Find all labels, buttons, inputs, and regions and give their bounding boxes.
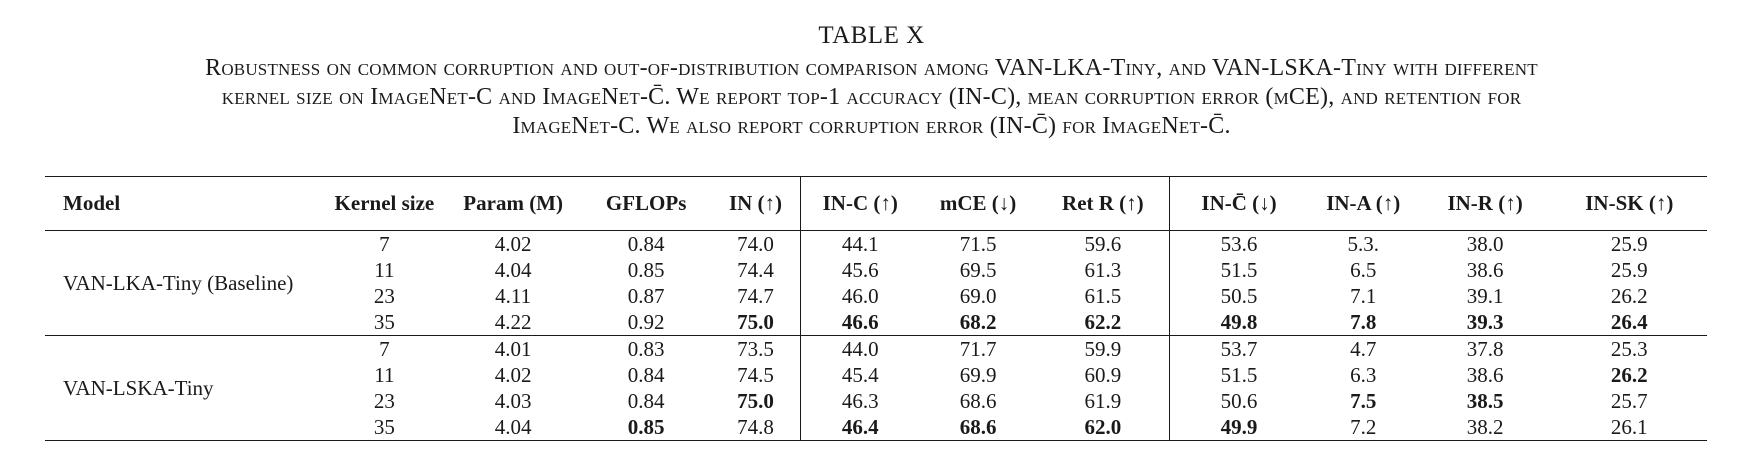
table-cell: 73.5 <box>737 337 774 361</box>
caption-line: Robustness on common corruption and out-of-distribution comparison among VAN-LKA-Tiny, and VAN-LSKA-Tiny with different <box>205 55 1538 81</box>
table-cell: 23 <box>373 284 395 308</box>
table-cell: 69.9 <box>959 363 997 387</box>
table-cell: 0.84 <box>627 363 665 387</box>
table-cell: 11 <box>374 363 395 387</box>
table-cell: 7 <box>379 337 390 361</box>
table-cell: 71.5 <box>959 232 997 256</box>
table-cell: 0.87 <box>627 284 665 308</box>
table-cell: 75.0 <box>711 309 800 336</box>
results-table-container <box>45 176 1707 441</box>
table-cell: 11 <box>374 258 395 282</box>
table-cell: 53.7 <box>1170 336 1308 363</box>
table-cell: 59.6 <box>1084 232 1122 256</box>
table-cell: 45.6 <box>800 257 919 283</box>
table-cell: 4.7 <box>1350 337 1377 361</box>
table-cell: 4.22 <box>445 309 581 336</box>
header-in-c: IN-C (↑) <box>800 177 919 231</box>
table-cell: 75.0 <box>737 389 774 413</box>
table-cell: 6.3 <box>1350 363 1377 387</box>
table-cell: 68.6 <box>920 414 1037 441</box>
table-cell: 0.84 <box>627 232 665 256</box>
table-cell: 7.2 <box>1308 414 1419 441</box>
table-cell: 4.03 <box>494 389 532 413</box>
table-cell: 6.5 <box>1350 258 1377 282</box>
table-cell: 4.11 <box>495 284 532 308</box>
table-cell: 61.9 <box>1084 389 1122 413</box>
table-cell: 53.6 <box>1170 231 1308 258</box>
header-row <box>45 177 1707 231</box>
table-cell: 74.8 <box>711 414 800 441</box>
table-cell: 59.9 <box>1084 337 1122 361</box>
table-cell: 61.3 <box>1084 258 1122 282</box>
table-cell: 23 <box>373 389 395 413</box>
table-cell: 74.0 <box>737 232 774 256</box>
table-caption <box>0 54 1743 141</box>
header-param: Param (M) <box>445 177 581 231</box>
table-cell: 44.1 <box>800 231 919 258</box>
table-cell: 69.0 <box>959 284 997 308</box>
table-cell: 38.0 <box>1466 232 1504 256</box>
table-cell: 38.6 <box>1466 258 1504 282</box>
table-cell: 4.02 <box>494 232 532 256</box>
table-number: TABLE X <box>818 22 925 49</box>
table-cell: 26.2 <box>1610 363 1648 387</box>
table-cell: 7.5 <box>1350 389 1377 413</box>
table-cell: 49.9 <box>1170 414 1308 441</box>
table-cell: 4.01 <box>494 337 532 361</box>
table-cell: 62.0 <box>1037 414 1170 441</box>
table-cell: 51.5 <box>1170 257 1308 283</box>
table-cell: 38.5 <box>1466 389 1504 413</box>
table-cell: 61.5 <box>1084 284 1122 308</box>
table-cell: 46.4 <box>800 414 919 441</box>
header-in: IN (↑) <box>711 177 800 231</box>
table-cell: 46.6 <box>800 309 919 336</box>
table-cell: 39.1 <box>1466 284 1504 308</box>
table-cell: 74.7 <box>737 284 774 308</box>
results-table <box>45 176 1707 441</box>
table-cell: 50.6 <box>1170 388 1308 414</box>
table-cell: 71.7 <box>959 337 997 361</box>
table-cell: 26.2 <box>1610 284 1648 308</box>
header-mce: mCE (↓) <box>920 177 1037 231</box>
table-body <box>45 231 1707 441</box>
table-cell: 0.85 <box>627 258 665 282</box>
header-gflops: GFLOPs <box>581 177 711 231</box>
table-cell: 62.2 <box>1037 309 1170 336</box>
table-cell: 25.7 <box>1610 389 1648 413</box>
table-cell: 25.9 <box>1610 232 1648 256</box>
table-cell: 0.83 <box>627 337 665 361</box>
table-row <box>45 336 1707 363</box>
table-cell: 25.9 <box>1610 258 1648 282</box>
table-cell: 5.3. <box>1347 232 1379 256</box>
table-cell: 35 <box>324 414 445 441</box>
table-cell: 0.92 <box>581 309 711 336</box>
header-ret-r: Ret R (↑) <box>1037 177 1170 231</box>
table-cell: 26.1 <box>1552 414 1707 441</box>
table-cell: 38.6 <box>1466 363 1504 387</box>
table-cell: 38.2 <box>1419 414 1552 441</box>
table-cell: 69.5 <box>959 258 997 282</box>
header-in-sk: IN-SK (↑) <box>1552 177 1707 231</box>
header-in-r: IN-R (↑) <box>1419 177 1552 231</box>
table-cell: 7 <box>379 232 390 256</box>
table-cell: 0.85 <box>581 414 711 441</box>
model-name-cell: VAN-LKA-Tiny (Baseline) <box>45 231 324 336</box>
table-cell: 60.9 <box>1084 363 1122 387</box>
table-cell: 68.6 <box>959 389 997 413</box>
model-name-cell: VAN-LSKA-Tiny <box>45 336 324 441</box>
table-cell: 4.04 <box>445 414 581 441</box>
table-cell: 0.84 <box>627 389 665 413</box>
table-cell: 7.1 <box>1350 284 1377 308</box>
table-cell: 4.02 <box>494 363 532 387</box>
table-cell: 74.4 <box>737 258 774 282</box>
table-cell: 44.0 <box>800 336 919 363</box>
table-cell: 26.4 <box>1552 309 1707 336</box>
table-cell: 46.3 <box>800 388 919 414</box>
table-row <box>45 231 1707 258</box>
header-model: Model <box>45 177 324 231</box>
table-cell: 74.5 <box>737 363 774 387</box>
header-in-c-bar: IN-C̄ (↓) <box>1170 177 1308 231</box>
table-cell: 46.0 <box>800 283 919 309</box>
table-cell: 39.3 <box>1419 309 1552 336</box>
table-cell: 51.5 <box>1170 362 1308 388</box>
table-cell: 37.8 <box>1466 337 1504 361</box>
table-cell: 49.8 <box>1170 309 1308 336</box>
header-in-a: IN-A (↑) <box>1308 177 1419 231</box>
table-cell: 25.3 <box>1610 337 1648 361</box>
caption-line: kernel size on ImageNet-C and ImageNet-C̄. We report top-1 accuracy (IN-C), mean corruption error (mCE), and retention for <box>221 84 1522 110</box>
header-kernel-size: Kernel size <box>324 177 445 231</box>
table-cell: 7.8 <box>1308 309 1419 336</box>
table-cell: 45.4 <box>800 362 919 388</box>
table-cell: 50.5 <box>1170 283 1308 309</box>
table-cell: 4.04 <box>494 258 532 282</box>
table-cell: 35 <box>324 309 445 336</box>
table-cell: 68.2 <box>920 309 1037 336</box>
caption-line: ImageNet-C. We also report corruption error (IN-C̄) for ImageNet-C̄. <box>512 113 1231 139</box>
